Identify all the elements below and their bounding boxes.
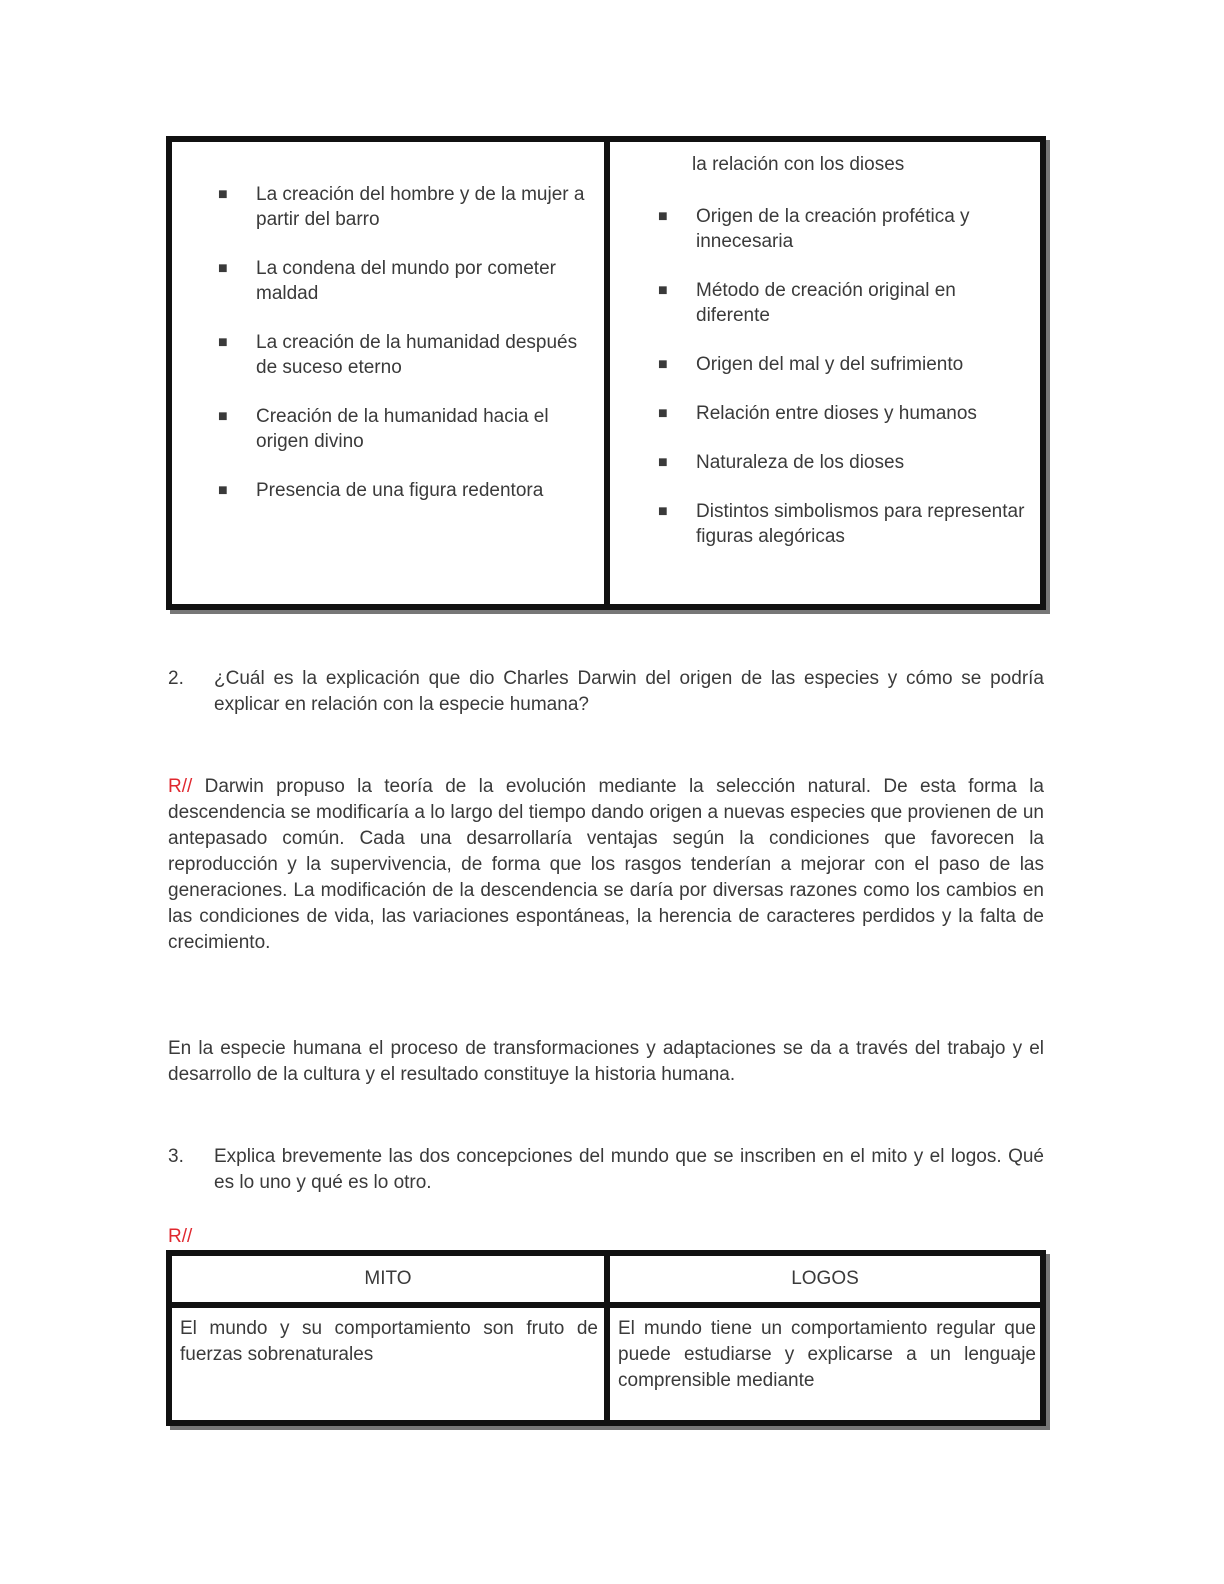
cell-logos: El mundo tiene un comportamiento regular que puede estudiarse y explicarse a un lenguaje comprensible mediante bbox=[618, 1318, 1036, 1391]
list-item: ■ Origen de la creación profética y innecesaria bbox=[658, 206, 970, 252]
comparison-table-top bbox=[166, 136, 1046, 610]
list-item: ■ Método de creación original en diferente bbox=[658, 280, 956, 326]
list-item: ■ Presencia de una figura redentora bbox=[218, 480, 544, 501]
question-number: 3. bbox=[168, 1146, 184, 1167]
table-divider bbox=[604, 142, 610, 604]
bullet-icon: ■ bbox=[658, 405, 668, 422]
question-3 bbox=[168, 1144, 1044, 1196]
right-column-list bbox=[652, 204, 1032, 573]
bullet-icon: ■ bbox=[218, 482, 228, 499]
list-item: ■ Creación de la humanidad hacia el origen divino bbox=[218, 406, 549, 452]
left-column-list bbox=[212, 182, 592, 527]
list-item: ■ La creación del hombre y de la mujer a partir del barro bbox=[218, 184, 585, 230]
bullet-icon: ■ bbox=[218, 186, 228, 203]
bullet-icon: ■ bbox=[658, 208, 668, 225]
header-divider bbox=[172, 1302, 1040, 1308]
mito-logos-table bbox=[166, 1250, 1046, 1426]
answer-3-label: R// bbox=[168, 1226, 193, 1247]
bullet-icon: ■ bbox=[218, 408, 228, 425]
list-item: ■ La creación de la humanidad después de suceso eterno bbox=[218, 332, 578, 378]
answer-text: Darwin propuso la teoría de la evolución mediante la selección natural. De esta forma la descendencia se modificaría a lo largo del tiempo dando origen a nuevas especies que provienen de un antepasado común. Cada una desarrollaría ventajas según la condiciones que favorecen la reproducción y la supervivencia, de forma que los rasgos tenderían a mejorar con el paso de las generaciones. La modificación de la descendencia se daría por diversas razones como los cambios en las condiciones de vida, las variaciones espontáneas, la herencia de caracteres perdidos y la falta de crecimiento. bbox=[168, 776, 1044, 953]
list-item: ■ Relación entre dioses y humanos bbox=[658, 403, 977, 424]
list-item: ■ Origen del mal y del sufrimiento bbox=[658, 354, 964, 375]
cell-mito: El mundo y su comportamiento son fruto de fuerzas sobrenaturales bbox=[180, 1318, 598, 1365]
list-item: ■ Distintos simbolismos para representar figuras alegóricas bbox=[658, 501, 1025, 547]
answer-label: R// bbox=[168, 776, 193, 797]
question-text: Explica brevemente las dos concepciones del mundo que se inscriben en el mito y el logos. Qué es lo uno y qué es lo otro. bbox=[214, 1146, 1044, 1193]
list-item: ■ La condena del mundo por cometer maldad bbox=[218, 258, 556, 304]
bullet-icon: ■ bbox=[658, 503, 668, 520]
header-mito: MITO bbox=[364, 1268, 412, 1289]
question-number: 2. bbox=[168, 668, 184, 689]
bullet-icon: ■ bbox=[658, 356, 668, 373]
bullet-icon: ■ bbox=[658, 454, 668, 471]
bullet-icon: ■ bbox=[218, 334, 228, 351]
answer-2 bbox=[168, 774, 1044, 956]
answer-2-paragraph-2: En la especie humana el proceso de transformaciones y adaptaciones se da a través del trabajo y el desarrollo de la cultura y el resultado constituye la historia humana. bbox=[168, 1038, 1044, 1085]
bullet-icon: ■ bbox=[658, 282, 668, 299]
list-item: ■ Naturaleza de los dioses bbox=[658, 452, 905, 473]
bullet-icon: ■ bbox=[218, 260, 228, 277]
header-logos: LOGOS bbox=[791, 1268, 859, 1289]
right-column-continuation: la relación con los dioses bbox=[692, 154, 905, 175]
question-text: ¿Cuál es la explicación que dio Charles Darwin del origen de las especies y cómo se podría explicar en relación con la especie humana? bbox=[214, 668, 1044, 715]
question-2 bbox=[168, 666, 1044, 718]
